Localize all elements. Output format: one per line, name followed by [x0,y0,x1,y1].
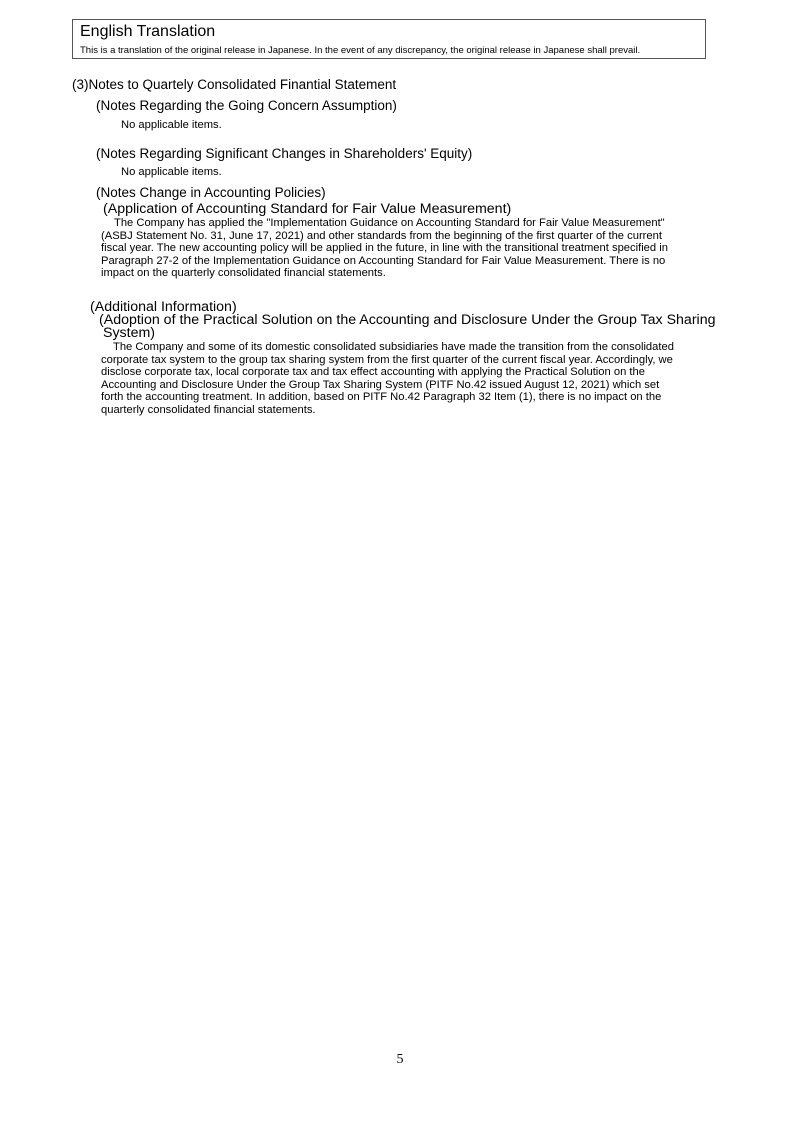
additional-info-title: (Additional Information) [90,299,237,315]
going-concern-text: No applicable items. [121,119,222,131]
section-title: (3)Notes to Quartely Consolidated Finantial Statement [72,77,397,92]
fair-value-paragraph [101,217,668,280]
translation-notice-text: This is a translation of the original release in Japanese. In the event of any discrepancy, the original release in Japanese shall prevail. [80,45,641,56]
paragraph-line: forth the accounting treatment. In addition, based on PITF No.42 Paragraph 32 Item (1), there is no impact on the [101,391,662,403]
group-tax-paragraph [101,341,674,416]
paragraph-line: impact on the quarterly consolidated financial statements. [101,267,386,279]
translation-notice-title: English Translation [80,23,216,40]
equity-changes-title: (Notes Regarding Significant Changes in Shareholders' Equity) [96,146,473,161]
paragraph-line: Accounting and Disclosure Under the Group Tax Sharing System (PITF No.42 issued August 12, 2021) which set [101,378,660,391]
paragraph-line: fiscal year. The new accounting policy will be applied in the future, in line with the transitional treatment specified in [101,242,668,254]
paragraph-line: quarterly consolidated financial statements. [101,403,316,416]
paragraph-line: The Company has applied the "Implementation Guidance on Accounting Standard for Fair Value Measurement" [114,217,665,229]
going-concern-title: (Notes Regarding the Going Concern Assumption) [96,98,397,113]
page-number: 5 [396,1052,404,1067]
paragraph-line: disclose corporate tax, local corporate tax and tax effect accounting with applying the Practical Solution on the [101,366,645,378]
group-tax-subtitle-continued: System) [103,325,156,341]
fair-value-subtitle: (Application of Accounting Standard for Fair Value Measurement) [103,201,512,217]
paragraph-line: Paragraph 27-2 of the Implementation Guidance on Accounting Standard for Fair Value Measurement. There is no [101,254,666,267]
paragraph-line: (ASBJ Statement No. 31, June 17, 2021) and other standards from the beginning of the first quarter of the current [101,229,662,242]
accounting-policies-title: (Notes Change in Accounting Policies) [96,185,326,200]
translation-notice-box [72,19,706,59]
group-tax-subtitle: (Adoption of the Practical Solution on the Accounting and Disclosure Under the Group Tax Sharing [99,312,716,328]
equity-changes-text: No applicable items. [121,166,222,178]
paragraph-line: The Company and some of its domestic consolidated subsidiaries have made the transition from the consolidated [113,341,674,353]
paragraph-line: corporate tax system to the group tax sharing system from the first quarter of the current fiscal year. Accordingly, we [101,353,673,366]
